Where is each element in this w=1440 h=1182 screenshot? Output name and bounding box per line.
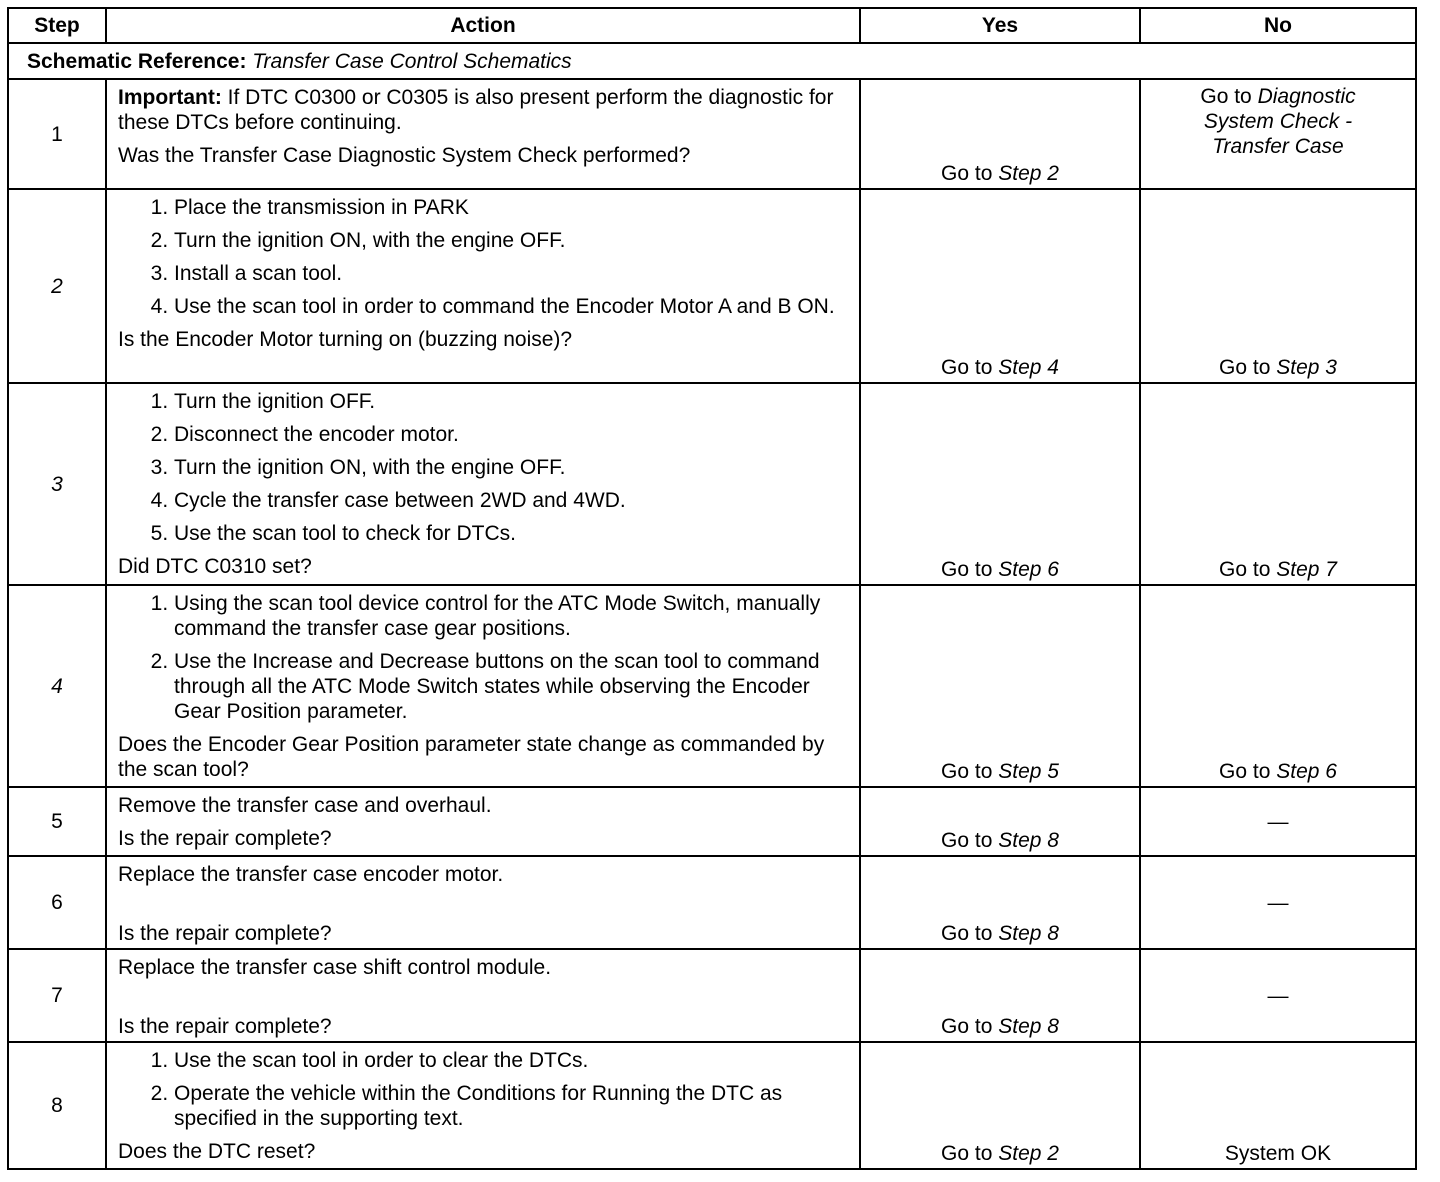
action-cell xyxy=(106,585,860,787)
list-item: 5. Use the scan tool to check for DTCs. xyxy=(150,522,516,545)
table-row xyxy=(8,383,1416,585)
schematic-value: Transfer Case Control Schematics xyxy=(252,49,572,73)
table-row xyxy=(8,949,1416,1042)
yes-cell xyxy=(860,585,1140,787)
list-item: 2. Use the Increase and Decrease buttons on the scan tool to command through all the ATC Mode Switch states while observing the Encoder Gear Position parameter. xyxy=(150,650,820,723)
no-cell xyxy=(1140,79,1416,189)
instruction: Replace the transfer case encoder motor. xyxy=(118,863,504,886)
no-cell xyxy=(1140,1042,1416,1169)
header-yes: Yes xyxy=(860,8,1140,43)
yes-step-ref: Step 8 xyxy=(998,922,1059,945)
table-row xyxy=(8,787,1416,856)
no-result: Go to Step 6 xyxy=(1219,760,1337,783)
no-result: System OK xyxy=(1224,1142,1332,1165)
action-cell xyxy=(106,79,860,189)
header-row xyxy=(8,8,1416,43)
important-label: Important: xyxy=(118,86,222,109)
header-step: Step xyxy=(8,8,106,43)
schematic-reference xyxy=(8,43,1416,79)
question: Did DTC C0310 set? xyxy=(118,555,312,578)
step-number: 1 xyxy=(8,79,106,189)
yes-cell xyxy=(860,1042,1140,1169)
list-item: 1. Use the scan tool in order to clear the DTCs. xyxy=(150,1049,589,1072)
step-number: 4 xyxy=(8,585,106,787)
yes-step-ref: Step 6 xyxy=(998,558,1059,581)
question: Does the DTC reset? xyxy=(118,1140,316,1163)
yes-result: Go to Step 2 xyxy=(941,1142,1059,1165)
instruction-list xyxy=(118,1048,849,1131)
no-result: — xyxy=(1267,891,1289,914)
action-cell xyxy=(106,787,860,856)
no-step-ref: Step 7 xyxy=(1276,558,1337,581)
question: Does the Encoder Gear Position parameter state change as commanded by the scan tool? xyxy=(118,733,825,781)
no-cell xyxy=(1140,189,1416,383)
schematic-row xyxy=(8,43,1416,79)
question: Is the repair complete? xyxy=(118,922,332,945)
yes-result: Go to Step 8 xyxy=(941,922,1059,945)
no-result: Go to Step 3 xyxy=(1219,356,1337,379)
yes-cell xyxy=(860,383,1140,585)
list-item: 2. Operate the vehicle within the Conditions for Running the DTC as specified in the supporting text. xyxy=(150,1082,783,1130)
instruction-list xyxy=(118,389,849,546)
step-number: 2 xyxy=(8,189,106,383)
no-step-ref: Step 3 xyxy=(1276,356,1337,379)
header-action: Action xyxy=(106,8,860,43)
important-text: If DTC C0300 or C0305 is also present perform the diagnostic for these DTCs before continuing. xyxy=(118,86,834,134)
list-item: 1. Place the transmission in PARK xyxy=(150,196,469,219)
action-cell xyxy=(106,189,860,383)
no-step-ref: Step 6 xyxy=(1276,760,1337,783)
yes-result: Go to Step 8 xyxy=(941,829,1059,852)
yes-result xyxy=(861,161,1139,186)
action-cell xyxy=(106,949,860,1042)
list-item: 4. Cycle the transfer case between 2WD and 4WD. xyxy=(150,489,626,512)
go-to-label: Go to xyxy=(941,162,993,185)
table-row xyxy=(8,79,1416,189)
yes-cell xyxy=(860,79,1140,189)
no-step-ref: Diagnostic System Check - Transfer Case xyxy=(1203,85,1356,158)
step-number: 3 xyxy=(8,383,106,585)
no-result xyxy=(1141,80,1415,159)
yes-step-ref: Step 2 xyxy=(998,1142,1059,1165)
no-cell xyxy=(1140,383,1416,585)
schematic-label: Schematic Reference: xyxy=(27,49,247,73)
instruction: Replace the transfer case shift control module. xyxy=(118,956,552,979)
list-item: 1. Using the scan tool device control for the ATC Mode Switch, manually command the transfer case gear positions. xyxy=(150,592,821,640)
question: Is the repair complete? xyxy=(118,1015,332,1038)
no-result: — xyxy=(1267,984,1289,1007)
list-item: 2. Disconnect the encoder motor. xyxy=(150,423,459,446)
yes-cell xyxy=(860,949,1140,1042)
question: Is the Encoder Motor turning on (buzzing noise)? xyxy=(118,328,573,351)
diagnostic-table xyxy=(7,7,1417,1170)
table-row xyxy=(8,1042,1416,1169)
yes-result: Go to Step 6 xyxy=(941,558,1059,581)
step-number: 5 xyxy=(8,787,106,856)
no-cell xyxy=(1140,787,1416,856)
step-number: 8 xyxy=(8,1042,106,1169)
yes-step-ref: Step 4 xyxy=(998,356,1059,379)
important-note xyxy=(118,85,849,135)
action-cell xyxy=(106,1042,860,1169)
instruction: Remove the transfer case and overhaul. xyxy=(118,794,492,817)
yes-step-ref: Step 8 xyxy=(998,1015,1059,1038)
table-row xyxy=(8,585,1416,787)
question: Was the Transfer Case Diagnostic System Check performed? xyxy=(118,144,691,167)
instruction-list xyxy=(118,195,849,319)
go-to-label: Go to xyxy=(1200,85,1252,108)
yes-result: Go to Step 5 xyxy=(941,760,1059,783)
no-cell xyxy=(1140,949,1416,1042)
list-item: 4. Use the scan tool in order to command the Encoder Motor A and B ON. xyxy=(150,295,835,318)
action-cell xyxy=(106,856,860,949)
list-item: 3. Install a scan tool. xyxy=(150,262,343,285)
yes-result: Go to Step 8 xyxy=(941,1015,1059,1038)
instruction-list xyxy=(118,591,849,724)
header-no: No xyxy=(1140,8,1416,43)
step-number: 7 xyxy=(8,949,106,1042)
no-cell xyxy=(1140,856,1416,949)
yes-step-ref: Step 8 xyxy=(998,829,1059,852)
list-item: 1. Turn the ignition OFF. xyxy=(150,390,376,413)
yes-cell xyxy=(860,787,1140,856)
yes-result: Go to Step 4 xyxy=(941,356,1059,379)
step-number: 6 xyxy=(8,856,106,949)
yes-cell xyxy=(860,189,1140,383)
no-result: — xyxy=(1267,810,1289,833)
yes-step-ref: Step 2 xyxy=(998,162,1059,185)
yes-step-ref: Step 5 xyxy=(998,760,1059,783)
no-result: Go to Step 7 xyxy=(1219,558,1337,581)
yes-cell xyxy=(860,856,1140,949)
list-item: 3. Turn the ignition ON, with the engine OFF. xyxy=(150,456,566,479)
question: Is the repair complete? xyxy=(118,827,332,850)
action-cell xyxy=(106,383,860,585)
table-row xyxy=(8,856,1416,949)
list-item: 2. Turn the ignition ON, with the engine OFF. xyxy=(150,229,566,252)
table-row xyxy=(8,189,1416,383)
no-cell xyxy=(1140,585,1416,787)
